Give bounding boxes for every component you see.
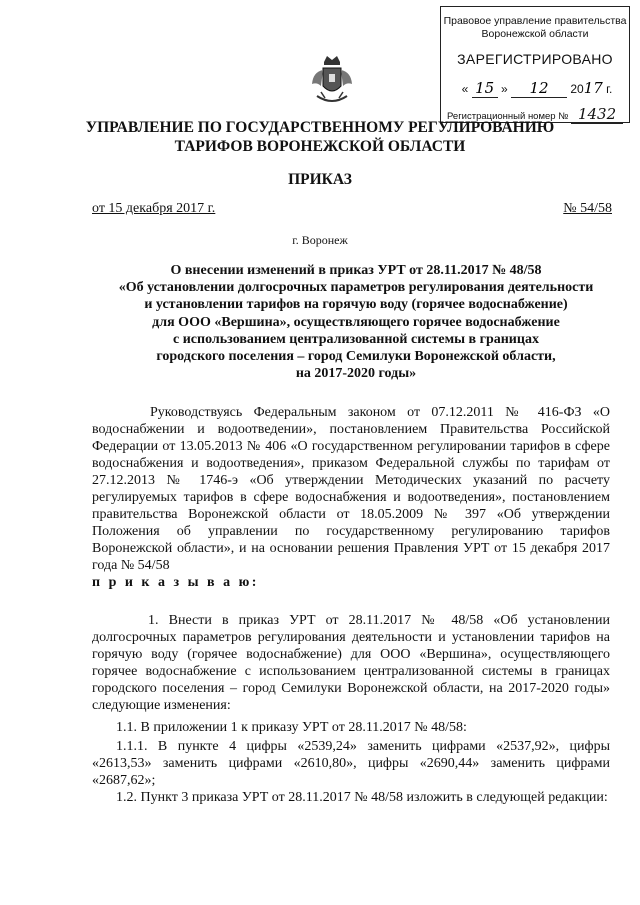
organization-line1: УПРАВЛЕНИЕ ПО ГОСУДАРСТВЕННОМУ РЕГУЛИРОВАНИЮ xyxy=(85,119,555,136)
preamble-paragraph xyxy=(92,404,610,591)
subject-line: О внесении изменений в приказ УРТ от 28.11.2017 № 48/58 xyxy=(170,263,542,278)
order-word: п р и к а з ы в а ю: xyxy=(92,575,259,590)
stamp-reg-label: Регистрационный номер № xyxy=(447,111,569,122)
stamp-year-prefix: 20 xyxy=(570,82,584,96)
preamble-text: Руководствуясь Федеральным законом от 07.12.2011 № 416-ФЗ «О водоснабжении и водоотведении», постановлением Правительства Российской Федерации от 13.05.2013 № 406 «О государственном регулировании тарифов в сфере водоснабжения и водоотведения», приказом Федеральной службы по тарифам от 27.12.2013 № 1746-э «Об утверждении Методических указаний по расчету регулируемых тарифов в сфере водоснабжения и водоотведения», постановлением правительства Воронежской области от 18.05.2009 № 397 «Об утверждении Положения об управлении по государственному регулированию тарифов Воронежской области», и на основании решения Правления УРТ от 15 декабря 2017 года № 54/58 xyxy=(92,405,610,573)
subject-line: с использованием централизованной системы в границах xyxy=(173,331,539,347)
stamp-month: 12 xyxy=(511,79,567,98)
stamp-date xyxy=(453,79,621,98)
registration-stamp xyxy=(440,6,630,123)
stamp-day: 15 xyxy=(472,79,498,98)
stamp-org-line2: Воронежской области xyxy=(481,28,589,40)
subject-line: на 2017-2020 годы» xyxy=(295,366,417,382)
stamp-org-line1: Правовое управление правительства xyxy=(443,15,627,27)
city: г. Воронеж xyxy=(292,233,348,247)
stamp-org xyxy=(441,15,629,41)
organization-line2: ТАРИФОВ ВОРОНЕЖСКОЙ ОБЛАСТИ xyxy=(174,138,466,155)
clause-1-1-1: 1.1.1. В пункте 4 цифры «2539,24» заменить цифрами «2537,92», цифры «2613,53» заменить цифрами «2610,80», цифры «2690,44» заменить цифрами «2687,62»; xyxy=(92,739,610,788)
clause-1-2: 1.2. Пункт 3 приказа УРТ от 28.11.2017 № 48/58 изложить в следующей редакции: xyxy=(116,790,608,805)
organization-name xyxy=(0,118,640,156)
order-date: от 15 декабря 2017 г. xyxy=(92,201,216,216)
order-number: № 54/58 xyxy=(563,201,612,216)
subject-line: и установлении тарифов на горячую воду (горячее водоснабжение) xyxy=(144,297,568,313)
stamp-reg-value: 1432 xyxy=(571,105,623,124)
subject-line: для ООО «Вершина», осуществляющего горячее водоснабжение xyxy=(152,314,560,330)
stamp-registered: ЗАРЕГИСТРИРОВАНО xyxy=(457,51,613,67)
stamp-quote-open: « xyxy=(461,82,469,96)
subject-line: городского поселения – город Семилуки Воронежской области, xyxy=(156,349,556,365)
clause-1-1: 1.1. В приложении 1 к приказу УРТ от 28.11.2017 № 48/58: xyxy=(116,720,467,735)
order-subject xyxy=(92,262,620,382)
subject-line: «Об установлении долгосрочных параметров регулирования деятельности xyxy=(118,280,594,296)
stamp-year-suffix: 17 xyxy=(583,79,603,97)
document-type: ПРИКАЗ xyxy=(288,171,352,188)
stamp-quote-close: » xyxy=(500,82,508,96)
stamp-year-unit: г. xyxy=(606,82,613,96)
clause-1: 1. Внести в приказ УРТ от 28.11.2017 № 48/58 «Об установлении долгосрочных параметров регулирования деятельности и установлении тарифов на горячую воду (горячее водоснабжение) для ООО «Вершина», осуществляющего горячее водоснабжение с использованием централизованной системы в границах городского поселения – город Семилуки Воронежской области, на 2017-2020 годы» следующие изменения: xyxy=(92,613,610,713)
coat-of-arms-emblem xyxy=(309,52,355,108)
